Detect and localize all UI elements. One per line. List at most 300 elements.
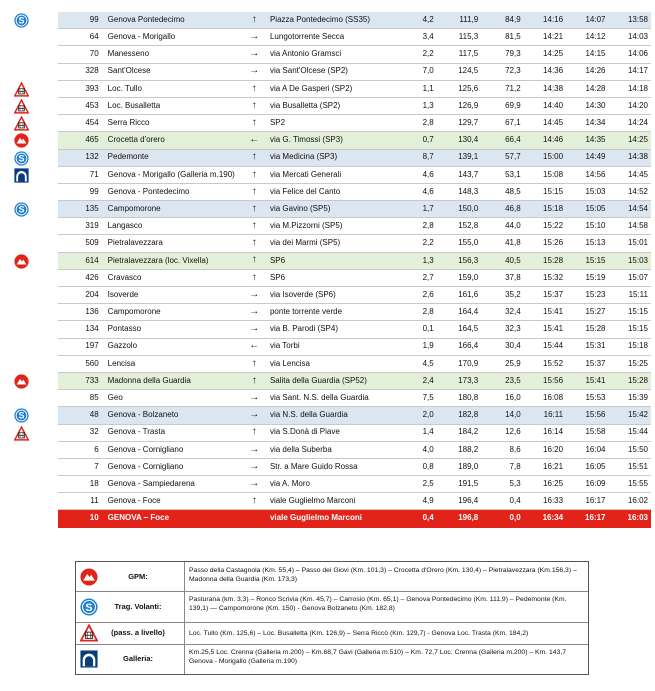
time-fast-cell-text: 15:52	[543, 358, 564, 368]
sprint-icon	[14, 151, 29, 166]
road-cell	[267, 29, 393, 46]
location-cell	[105, 252, 242, 269]
km-done-cell	[437, 115, 482, 132]
road-cell	[267, 12, 393, 29]
km-remaining-cell-text: 16,0	[505, 393, 521, 403]
direction-cell-text: ←	[249, 340, 260, 352]
km-done-cell	[437, 424, 482, 441]
time-medium-cell-text: 14:30	[585, 100, 606, 110]
km-point-cell-text: 7	[94, 461, 99, 471]
location-cell-text: Loc. Busalletta	[107, 100, 161, 110]
partial-km-cell-text: 1,3	[422, 100, 434, 110]
time-medium-cell-text: 14:56	[585, 169, 606, 179]
route-table-body	[6, 12, 651, 527]
partial-km-cell	[393, 115, 436, 132]
km-remaining-cell-text: 69,9	[505, 100, 521, 110]
km-point-cell	[58, 458, 105, 475]
location-cell	[105, 493, 242, 510]
time-medium-cell-text: 14:49	[585, 152, 606, 162]
road-cell	[267, 372, 393, 389]
km-point-cell-text: 453	[85, 100, 99, 110]
direction-cell-text: ↑	[251, 151, 257, 163]
table-row	[58, 218, 651, 235]
time-slow-cell-text: 14:06	[627, 49, 648, 59]
partial-km-cell-text: 2,8	[422, 307, 434, 317]
km-remaining-cell-text: 32,4	[505, 307, 521, 317]
table-row	[58, 476, 651, 493]
km-remaining-cell	[481, 29, 523, 46]
partial-km-cell-text: 2,2	[422, 49, 434, 59]
partial-km-cell-text: 1,1	[422, 83, 434, 93]
time-slow-cell-text: 14:38	[627, 152, 648, 162]
partial-km-cell	[393, 493, 436, 510]
km-remaining-cell-text: 0,4	[509, 496, 521, 506]
km-point-cell-text: 18	[89, 478, 99, 488]
direction-cell-text: ←	[249, 134, 260, 146]
time-fast-cell	[524, 252, 566, 269]
km-point-cell	[58, 149, 105, 166]
km-done-cell	[437, 287, 482, 304]
partial-km-cell-text: 7,5	[422, 393, 434, 403]
direction-cell	[242, 80, 267, 97]
km-done-cell-text: 130,4	[458, 135, 479, 145]
time-medium-cell	[566, 46, 608, 63]
road-cell	[267, 46, 393, 63]
km-remaining-cell-text: 79,3	[505, 49, 521, 59]
time-slow-cell	[609, 355, 652, 372]
km-remaining-cell	[481, 493, 523, 510]
table-row	[58, 287, 651, 304]
time-medium-cell-text: 15:28	[585, 324, 606, 334]
km-done-cell	[437, 183, 482, 200]
time-fast-cell-text: 15:37	[543, 289, 564, 299]
location-cell	[105, 355, 242, 372]
km-remaining-cell	[481, 166, 523, 183]
time-slow-cell-text: 15:28	[627, 375, 648, 385]
direction-cell-text: ↑	[251, 374, 257, 386]
legend-name: GPM:	[128, 571, 148, 581]
time-medium-cell	[566, 201, 608, 218]
partial-km-cell	[393, 149, 436, 166]
time-slow-cell	[609, 424, 652, 441]
km-done-cell-text: 164,5	[458, 324, 479, 334]
legend-text: Pasturana (km. 3,3) – Ronco Scrivia (Km. 45,7) – Carrosio (Km. 65,1) – Genova Pontedecimo (Km. 111,9) – Pedemonte (Km. 139,1) — Campomorone (Km. 150) - Genova Bolzaneto (Km. 182,8)	[184, 591, 584, 622]
time-fast-cell-text: 14:21	[543, 32, 564, 42]
km-remaining-cell-text: 53,1	[505, 169, 521, 179]
km-done-cell-text: 152,8	[458, 221, 479, 231]
time-fast-cell	[524, 441, 566, 458]
direction-cell	[242, 372, 267, 389]
partial-km-cell-text: 1,3	[422, 255, 434, 265]
time-slow-cell	[609, 183, 652, 200]
direction-cell-text: →	[249, 288, 260, 300]
time-fast-cell	[524, 149, 566, 166]
direction-cell-text: →	[249, 323, 260, 335]
km-remaining-cell	[481, 132, 523, 149]
km-done-cell	[437, 29, 482, 46]
direction-cell	[242, 441, 267, 458]
km-point-cell	[58, 183, 105, 200]
km-remaining-cell	[481, 458, 523, 475]
direction-cell-text: →	[249, 306, 260, 318]
road-cell	[267, 321, 393, 338]
road-cell-text: ponte torrente verde	[269, 307, 343, 317]
time-slow-cell-text: 15:44	[627, 427, 648, 437]
time-medium-cell	[566, 166, 608, 183]
km-point-cell	[58, 269, 105, 286]
time-fast-cell	[524, 218, 566, 235]
time-medium-cell-text: 14:34	[585, 118, 606, 128]
time-medium-cell-text: 16:04	[585, 444, 606, 454]
road-cell-text: via dei Marmi (SP5)	[269, 238, 341, 248]
time-medium-cell	[566, 63, 608, 80]
road-cell-text: Piazza Pontedecimo (SS35)	[269, 14, 371, 24]
time-slow-cell-text: 14:20	[627, 100, 648, 110]
km-done-cell	[437, 476, 482, 493]
partial-km-cell	[393, 458, 436, 475]
direction-cell	[242, 115, 267, 132]
road-cell-text: via A De Gasperi (SP2)	[269, 83, 353, 93]
road-cell-text: via B. Parodi (SP4)	[269, 324, 338, 334]
time-slow-cell-text: 14:03	[627, 32, 648, 42]
time-slow-cell	[609, 476, 652, 493]
time-slow-cell	[609, 407, 652, 424]
direction-cell-text: →	[249, 409, 260, 421]
km-remaining-cell	[481, 355, 523, 372]
time-slow-cell-text: 14:58	[627, 221, 648, 231]
road-cell-text: via Isoverde (SP6)	[269, 289, 336, 299]
time-medium-cell-text: 15:37	[585, 358, 606, 368]
location-cell	[105, 304, 242, 321]
km-remaining-cell-text: 35,2	[505, 289, 521, 299]
time-fast-cell-text: 16:25	[543, 478, 564, 488]
time-slow-cell-text: 16:03	[627, 513, 648, 523]
time-fast-cell-text: 15:56	[543, 375, 564, 385]
location-cell-text: Manesseno	[107, 49, 150, 59]
time-medium-cell	[566, 235, 608, 252]
location-cell	[105, 201, 242, 218]
partial-km-cell-text: 4,9	[422, 496, 434, 506]
partial-km-cell-text: 1,7	[422, 203, 434, 213]
partial-km-cell-text: 2,8	[422, 221, 434, 231]
road-cell-text: via Sant'Olcese (SP2)	[269, 66, 348, 76]
partial-km-cell	[393, 12, 436, 29]
km-done-cell-text: 139,1	[458, 152, 479, 162]
table-row	[58, 355, 651, 372]
km-point-cell-text: 733	[85, 375, 99, 385]
km-done-cell-text: 184,2	[458, 427, 479, 437]
partial-km-cell	[393, 132, 436, 149]
km-remaining-cell	[481, 441, 523, 458]
km-point-cell	[58, 63, 105, 80]
partial-km-cell-text: 1,4	[422, 427, 434, 437]
time-fast-cell	[524, 287, 566, 304]
legend-text: Km.25,5 Loc. Crenna (Galleria m.200) – Km.68,7 Gavi (Galleria m.510) – Km. 72,7 Loc. Crenna (Galleria m.200) – Km. 143,7 Genova - Morigallo (Galleria m.190)	[184, 644, 584, 674]
km-point-cell-text: 11	[90, 496, 99, 506]
km-remaining-cell-text: 37,8	[505, 272, 521, 282]
km-done-cell	[437, 166, 482, 183]
time-fast-cell	[524, 46, 566, 63]
partial-km-cell	[393, 304, 436, 321]
location-cell	[105, 407, 242, 424]
km-remaining-cell-text: 5,3	[509, 478, 521, 488]
time-medium-cell-text: 14:35	[585, 135, 606, 145]
partial-km-cell	[393, 252, 436, 269]
time-fast-cell	[524, 493, 566, 510]
time-medium-cell	[566, 218, 608, 235]
km-remaining-cell-text: 84,9	[505, 14, 521, 24]
time-fast-cell-text: 15:18	[543, 203, 564, 213]
time-fast-cell	[524, 29, 566, 46]
km-done-cell-text: 196,8	[458, 513, 479, 523]
road-cell	[267, 441, 393, 458]
time-fast-cell-text: 16:11	[543, 410, 564, 420]
time-fast-cell	[524, 166, 566, 183]
road-cell	[267, 218, 393, 235]
partial-km-cell	[393, 29, 436, 46]
km-done-cell	[437, 355, 482, 372]
location-cell	[105, 424, 242, 441]
location-cell	[105, 372, 242, 389]
direction-cell	[242, 269, 267, 286]
road-cell	[267, 201, 393, 218]
km-point-cell	[58, 441, 105, 458]
location-cell	[105, 321, 242, 338]
km-done-cell-text: 180,8	[458, 393, 479, 403]
time-medium-cell-text: 16:09	[585, 478, 606, 488]
table-row	[58, 441, 651, 458]
km-done-cell-text: 196,4	[458, 496, 479, 506]
time-fast-cell	[524, 304, 566, 321]
time-medium-cell	[566, 12, 608, 29]
direction-cell-text: ↑	[251, 220, 257, 232]
location-cell-text: Genova - Morigallo	[107, 32, 176, 42]
km-remaining-cell-text: 8,6	[509, 444, 521, 454]
partial-km-cell-text: 7,0	[422, 66, 434, 76]
km-remaining-cell	[481, 115, 523, 132]
location-cell	[105, 97, 242, 114]
road-cell-text: via Busalletta (SP2)	[269, 100, 341, 110]
partial-km-cell-text: 2,5	[422, 478, 434, 488]
location-cell-text: Pietralavezzara	[107, 238, 163, 248]
time-fast-cell-text: 15:00	[543, 152, 564, 162]
time-slow-cell	[609, 338, 652, 355]
table-row	[58, 372, 651, 389]
location-cell-text: GENOVA – Foce	[107, 513, 170, 523]
road-cell	[267, 355, 393, 372]
km-point-cell	[58, 476, 105, 493]
km-point-cell-text: 134	[85, 324, 99, 334]
legend-text: Passo della Castagnola (Km. 55,4) – Passo dei Giovi (Km. 101,3) – Crocetta d'Orero (Km. 130,4) – Pietralavezzara (Km.156,3) – Madonna della Guardia (Km. 173,3)	[184, 562, 584, 591]
time-medium-cell	[566, 390, 608, 407]
location-cell	[105, 115, 242, 132]
time-medium-cell-text: 16:17	[585, 496, 606, 506]
time-fast-cell	[524, 458, 566, 475]
time-medium-cell	[566, 510, 608, 527]
location-cell-text: Pontasso	[107, 324, 142, 334]
partial-km-cell	[393, 407, 436, 424]
direction-cell	[242, 63, 267, 80]
road-cell	[267, 476, 393, 493]
km-remaining-cell-text: 57,7	[505, 152, 521, 162]
km-point-cell-text: 426	[85, 272, 99, 282]
time-slow-cell	[609, 12, 652, 29]
km-point-cell-text: 6	[94, 444, 99, 454]
direction-cell	[242, 338, 267, 355]
km-done-cell-text: 115,3	[458, 32, 479, 42]
time-slow-cell	[609, 252, 652, 269]
km-point-cell	[58, 29, 105, 46]
direction-cell	[242, 287, 267, 304]
direction-cell	[242, 235, 267, 252]
km-remaining-cell-text: 40,5	[505, 255, 521, 265]
time-medium-cell-text: 14:07	[585, 14, 606, 24]
partial-km-cell-text: 0,1	[422, 324, 434, 334]
km-done-cell	[437, 321, 482, 338]
time-fast-cell	[524, 424, 566, 441]
time-fast-cell	[524, 390, 566, 407]
location-cell-text: Serra Ricco	[107, 118, 150, 128]
direction-cell-text: ↑	[251, 185, 257, 197]
time-slow-cell-text: 15:42	[627, 410, 648, 420]
time-fast-cell	[524, 235, 566, 252]
road-cell	[267, 287, 393, 304]
location-cell	[105, 149, 242, 166]
partial-km-cell-text: 3,4	[422, 32, 434, 42]
road-cell-text: via N.S. della Guardia	[269, 410, 348, 420]
km-remaining-cell	[481, 476, 523, 493]
partial-km-cell-text: 4,2	[422, 14, 434, 24]
location-cell-text: Genova - Pontedecimo	[107, 186, 190, 196]
km-point-cell-text: 71	[89, 169, 99, 179]
time-fast-cell	[524, 338, 566, 355]
time-slow-cell	[609, 441, 652, 458]
time-slow-cell-text: 14:45	[627, 169, 648, 179]
time-medium-cell-text: 15:15	[585, 255, 606, 265]
direction-cell-text: →	[249, 48, 260, 60]
time-slow-cell-text: 13:58	[627, 14, 648, 24]
partial-km-cell	[393, 390, 436, 407]
location-cell-text: Genova - Trasta	[107, 427, 166, 437]
direction-cell	[242, 97, 267, 114]
location-cell-text: Genova - Foce	[107, 496, 161, 506]
location-cell	[105, 476, 242, 493]
time-slow-cell	[609, 46, 652, 63]
time-slow-cell-text: 14:18	[627, 83, 648, 93]
location-cell	[105, 183, 242, 200]
time-medium-cell	[566, 183, 608, 200]
table-row	[58, 12, 651, 29]
km-point-cell	[58, 390, 105, 407]
table-row	[58, 304, 651, 321]
table-row	[58, 321, 651, 338]
location-cell-text: Lencisa	[107, 358, 136, 368]
km-point-cell	[58, 424, 105, 441]
time-medium-cell	[566, 493, 608, 510]
table-row	[58, 201, 651, 218]
km-done-cell-text: 182,8	[458, 410, 479, 420]
time-fast-cell	[524, 407, 566, 424]
direction-cell	[242, 510, 267, 527]
partial-km-cell	[393, 287, 436, 304]
km-remaining-cell	[481, 372, 523, 389]
km-done-cell-text: 150,0	[458, 203, 479, 213]
time-medium-cell-text: 14:15	[585, 49, 606, 59]
partial-km-cell	[393, 63, 436, 80]
time-fast-cell	[524, 269, 566, 286]
direction-cell-text: ↑	[251, 271, 257, 283]
time-medium-cell-text: 15:03	[585, 186, 606, 196]
time-fast-cell	[524, 97, 566, 114]
km-done-cell-text: 117,5	[458, 49, 479, 59]
location-cell-text: Genova - Bolzaneto	[107, 410, 179, 420]
km-done-cell	[437, 149, 482, 166]
km-point-cell	[58, 355, 105, 372]
km-remaining-cell-text: 41,8	[505, 238, 521, 248]
location-cell-text: Campomorone	[107, 307, 161, 317]
time-slow-cell	[609, 63, 652, 80]
location-cell-text: Geo	[107, 393, 123, 403]
time-slow-cell-text: 15:01	[627, 238, 648, 248]
time-fast-cell	[524, 12, 566, 29]
direction-cell	[242, 201, 267, 218]
partial-km-cell-text: 2,0	[422, 410, 434, 420]
direction-cell	[242, 476, 267, 493]
km-remaining-cell-text: 66,4	[505, 135, 521, 145]
time-fast-cell-text: 15:41	[543, 324, 564, 334]
time-slow-cell-text: 15:55	[627, 478, 648, 488]
time-medium-cell	[566, 29, 608, 46]
km-point-cell	[58, 321, 105, 338]
time-fast-cell	[524, 80, 566, 97]
road-cell	[267, 252, 393, 269]
time-fast-cell-text: 15:26	[543, 238, 564, 248]
direction-cell-text: ↑	[251, 13, 257, 25]
road-cell	[267, 63, 393, 80]
time-medium-cell-text: 14:28	[585, 83, 606, 93]
road-cell	[267, 304, 393, 321]
table-row	[58, 390, 651, 407]
partial-km-cell-text: 2,7	[422, 272, 434, 282]
km-remaining-cell	[481, 46, 523, 63]
time-slow-cell	[609, 510, 652, 527]
km-done-cell	[437, 269, 482, 286]
direction-cell	[242, 252, 267, 269]
time-fast-cell	[524, 183, 566, 200]
time-medium-cell-text: 15:27	[585, 307, 606, 317]
road-cell	[267, 390, 393, 407]
road-cell-text: via Antonio Gramsci	[269, 49, 342, 59]
km-point-cell-text: 509	[85, 238, 99, 248]
km-remaining-cell	[481, 63, 523, 80]
km-point-cell	[6, 510, 105, 527]
time-fast-cell-text: 16:20	[543, 444, 564, 454]
km-remaining-cell-text: 23,5	[505, 375, 521, 385]
km-point-cell-text: 454	[85, 118, 99, 128]
km-done-cell	[437, 218, 482, 235]
table-row	[58, 132, 651, 149]
partial-km-cell-text: 2,4	[422, 375, 434, 385]
km-point-cell	[58, 46, 105, 63]
road-cell	[267, 235, 393, 252]
location-cell	[105, 218, 242, 235]
partial-km-cell	[393, 166, 436, 183]
time-slow-cell-text: 14:54	[627, 203, 648, 213]
time-fast-cell-text: 15:32	[543, 272, 564, 282]
time-medium-cell-text: 15:53	[585, 393, 606, 403]
time-medium-cell	[566, 321, 608, 338]
tunnel-icon	[14, 168, 29, 183]
